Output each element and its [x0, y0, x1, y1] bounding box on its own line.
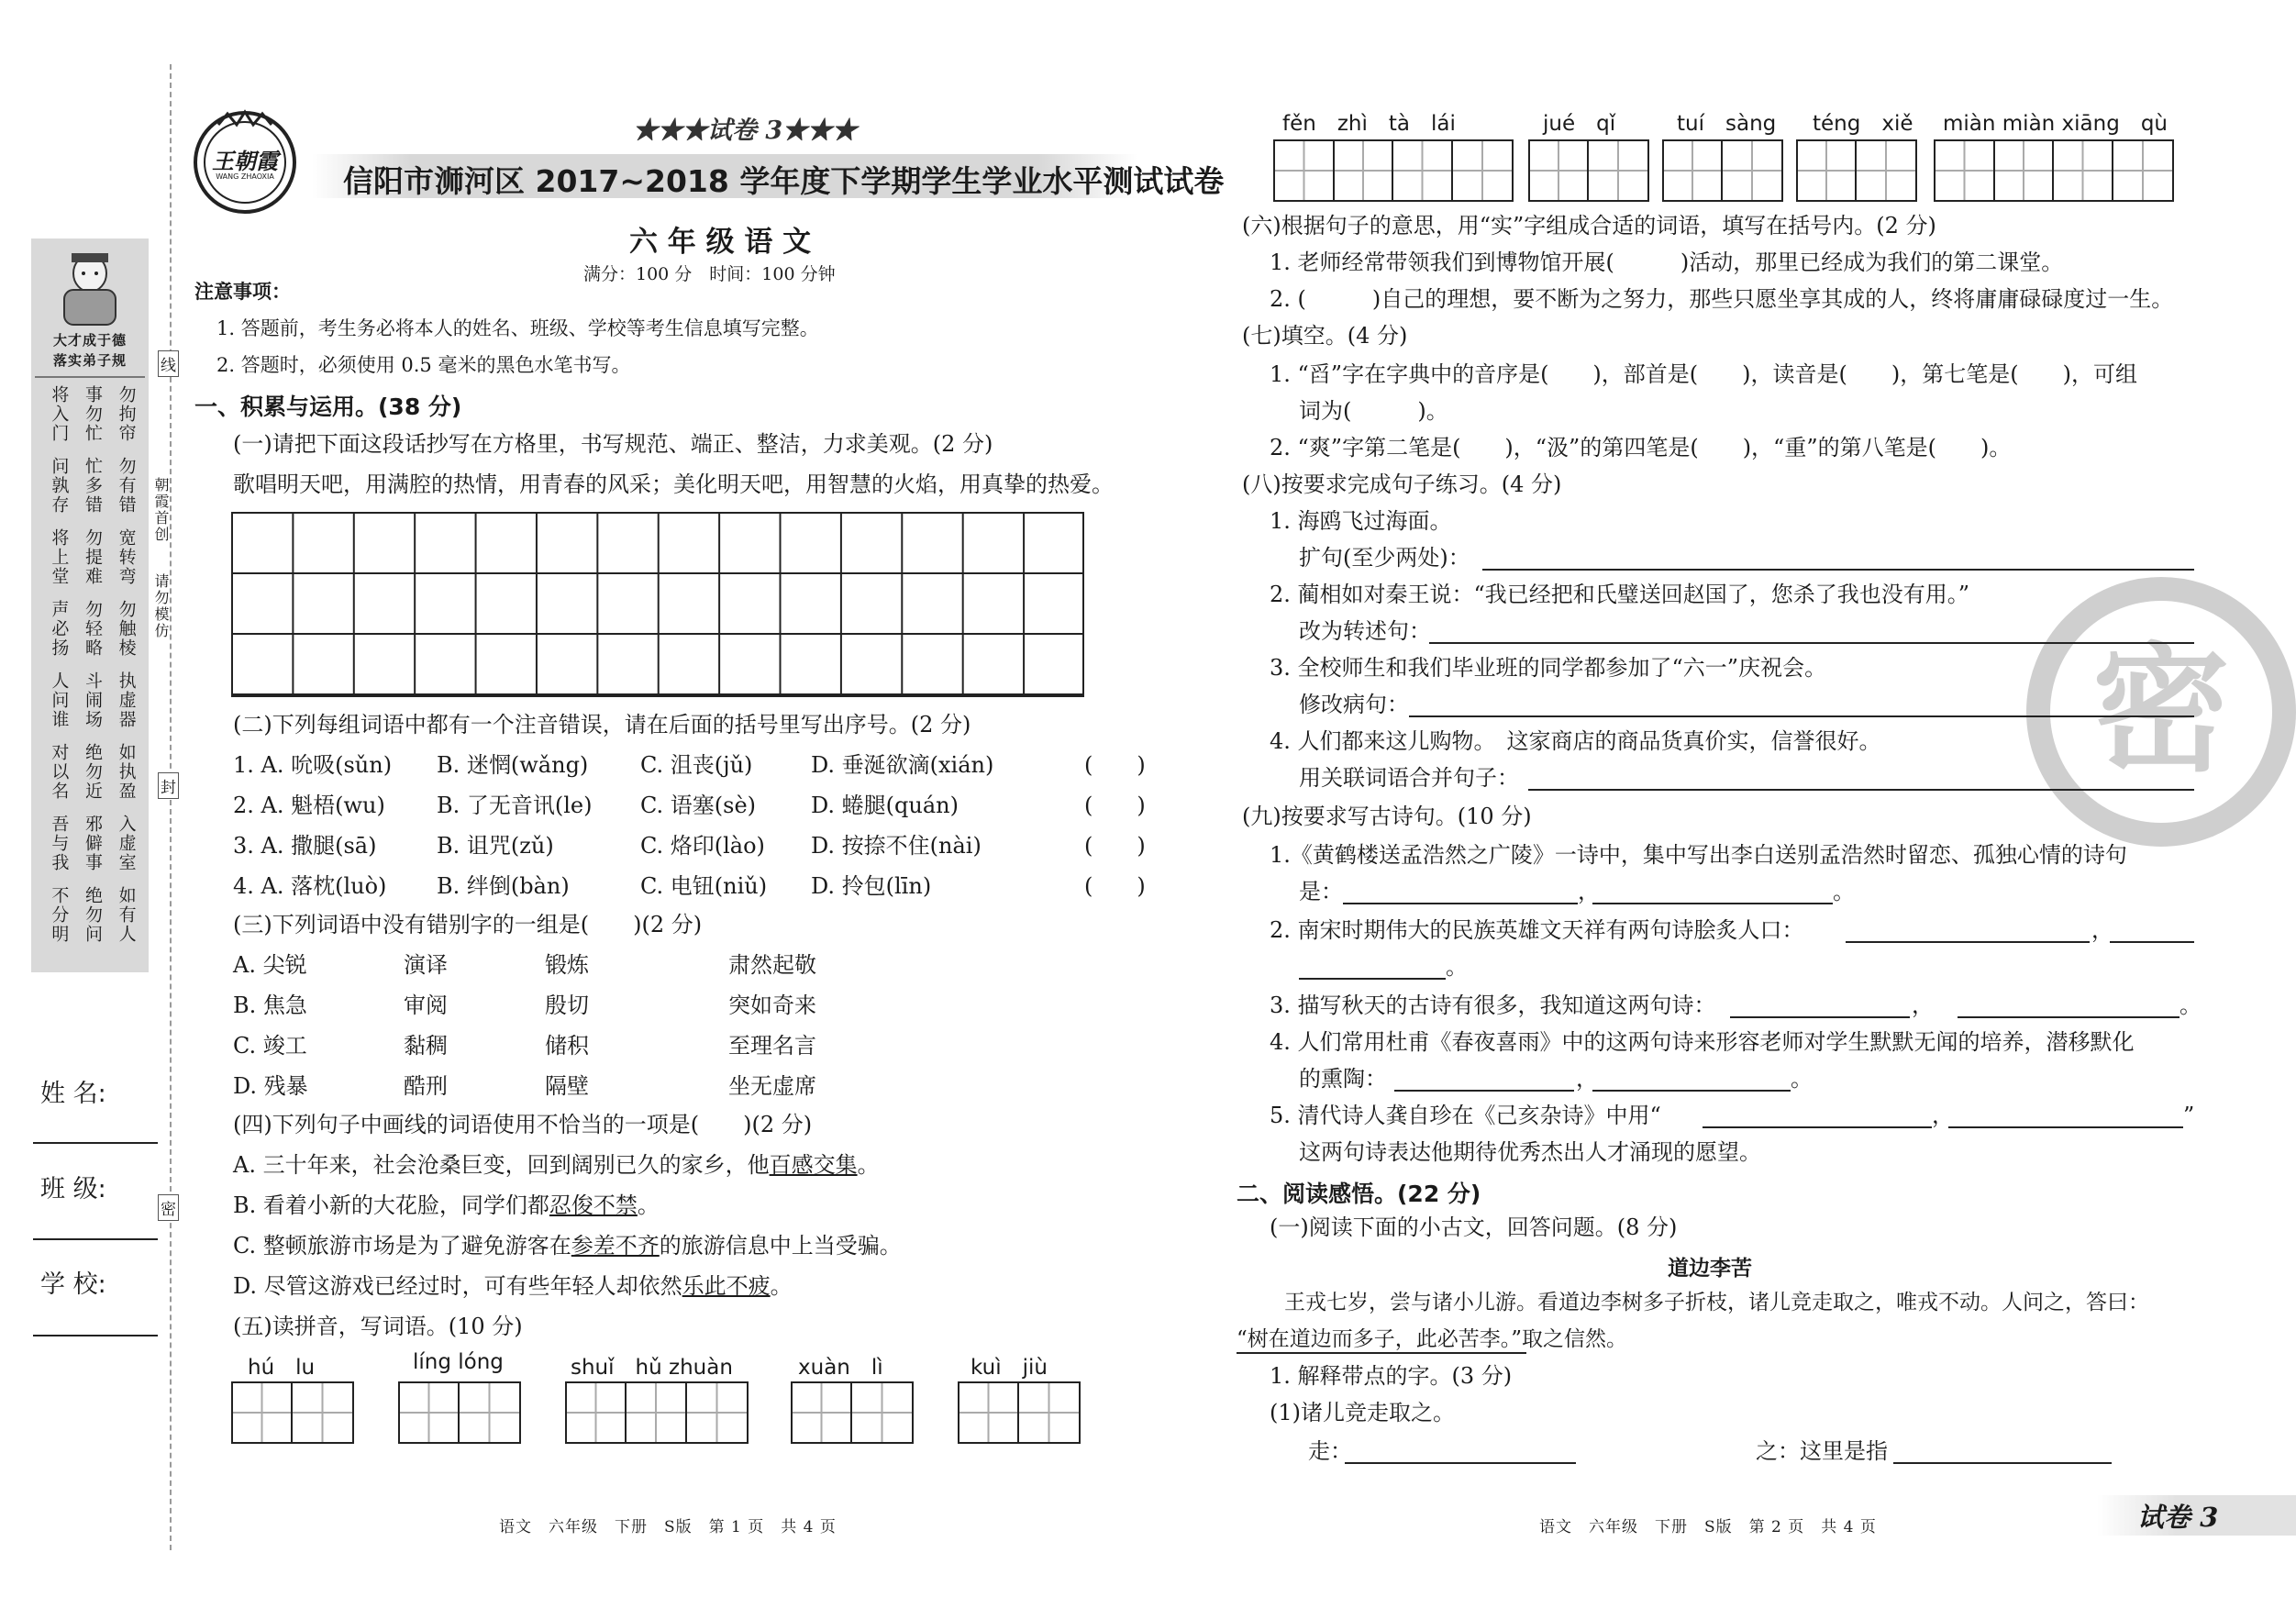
sidebar-verse-column: 绝勿问: [82, 886, 103, 944]
q2-option: D. 垂涎欲滴(xián): [811, 752, 994, 778]
q8-item-1-prompt: 扩句(至少两处)：: [1299, 545, 1470, 571]
sidebar-verse-row: [42, 886, 143, 956]
q8-item-4-prompt: 用关联词语合并句子：: [1299, 765, 1519, 791]
q9-2-blank-2[interactable]: [2110, 941, 2194, 943]
sidebar-verse-column: 绝勿近: [82, 743, 103, 801]
q9-1-comma: ，: [1578, 879, 1600, 904]
sidebar-verse-column: 忙多错: [82, 457, 103, 515]
q4-a-pre: A. 三十年来，社会沧桑巨变，回到阔别已久的家乡，他: [233, 1152, 770, 1178]
sidebar-slogan-2: 落实弟子规: [52, 352, 127, 369]
q3-choice-label: C. 竣工: [233, 1033, 307, 1059]
q9-1-period: 。: [1833, 879, 1855, 904]
q6-title: (六)根据句子的意思，用“实”字组成合适的词语，填写在括号内。(2 分): [1242, 213, 1936, 238]
binding-line: [170, 64, 172, 1550]
scholar-figure-icon: [51, 246, 128, 328]
q4-option-d[interactable]: [233, 1271, 793, 1301]
q3-word: 殷切: [545, 993, 589, 1018]
q2-option: D. 拎包(līn): [811, 873, 932, 899]
confidential-watermark: [2024, 574, 2296, 849]
q9-2-blank-1[interactable]: [1846, 941, 2090, 943]
sidebar-verse-column: 勿轻略: [82, 600, 103, 658]
sidebar-verse-column: 执虚器: [116, 671, 137, 729]
q3-word: 演译: [404, 952, 448, 978]
passage-title: 道边李苦: [1668, 1257, 1752, 1281]
sidebar-notice-1: 朝霞首创: [152, 477, 170, 543]
q9-item-1a: 1.《黄鹤楼送孟浩然之广陵》一诗中，集中写出李白送别孟浩然时留恋、孤独心情的诗句: [1270, 842, 2127, 868]
q9-5-blank-2[interactable]: [1948, 1126, 2183, 1128]
q9-item-2a: 2. 南宋时期伟大的民族英雄文天祥有两句诗脍炙人口：: [1270, 917, 1804, 943]
reading-1-zou-label: 走：: [1308, 1438, 1352, 1464]
q4-a-underlined: 百感交集: [769, 1152, 858, 1178]
q3-choice-label: D. 残暴: [233, 1073, 308, 1099]
sidebar-notice-2: 请勿模仿: [152, 573, 170, 639]
reading-1-title: (一)阅读下面的小古文，回答问题。(8 分): [1270, 1214, 1678, 1240]
q4-d-pre: D. 尽管这游戏已经过时，可有些年轻人却依然: [233, 1273, 682, 1299]
q5-title: (五)读拼音，写词语。(10 分): [233, 1314, 523, 1339]
q9-3-period: 。: [2180, 993, 2202, 1018]
q7-item-1b[interactable]: 词为( )。: [1299, 398, 1448, 424]
pinyin-group-2: jué qǐ: [1543, 112, 1616, 136]
answer-grid-3[interactable]: [1662, 139, 1783, 202]
sidebar-verse-row: [42, 457, 143, 527]
q2-answer-paren[interactable]: ( ): [1084, 873, 1146, 899]
q9-item-4b: 的熏陶：: [1299, 1066, 1387, 1092]
exam-title: 信阳市浉河区 2017~2018 学年度下学期学生学业水平测试试卷: [343, 163, 1225, 199]
reading-1-q1-sub: (1)诸儿竞走取之。: [1270, 1400, 1455, 1425]
footer-tag: 试卷 3: [2137, 1502, 2219, 1533]
pinyin-group-4: téng xiě: [1813, 112, 1913, 136]
q8-item-2-prompt: 改为转述句：: [1299, 618, 1431, 644]
q9-5-close-quote: ”: [2183, 1103, 2195, 1128]
sidebar-verse-column: 将上堂: [49, 528, 70, 586]
sidebar-verse-row: [42, 671, 143, 741]
q3-word: 储积: [545, 1033, 589, 1059]
sidebar-verse-column: 吾与我: [49, 815, 70, 872]
q2-option: C. 沮丧(jǔ): [640, 752, 753, 778]
q4-c-post: 的旅游信息中上当受骗。: [659, 1233, 902, 1259]
q5-pinyin-4: xuàn lì: [798, 1356, 883, 1380]
q1-title: (一)请把下面这段话抄写在方格里，书写规范、端正、整洁，力求美观。(2 分): [233, 431, 993, 457]
answer-grid-4[interactable]: [1796, 139, 1917, 202]
q2-answer-paren[interactable]: ( ): [1084, 833, 1146, 859]
q9-4-blank-1[interactable]: [1394, 1090, 1574, 1092]
q4-b-post: 。: [637, 1192, 660, 1218]
sidebar-verse-row: [42, 743, 143, 813]
pinyin-group-3: tuí sàng: [1677, 112, 1777, 136]
sidebar-verse-row: [42, 600, 143, 670]
q9-4-period: 。: [1791, 1066, 1813, 1092]
section-1-title: 一、积累与运用。(38 分): [194, 394, 462, 420]
sidebar-verse-column: 如执盈: [116, 743, 137, 801]
q9-item-1b: 是：: [1299, 879, 1343, 904]
q9-4-comma: ，: [1576, 1066, 1598, 1092]
q4-option-a[interactable]: [233, 1150, 880, 1180]
q2-title: (二)下列每组词语中都有一个注音错误，请在后面的括号里写出序号。(2 分): [233, 712, 971, 738]
q8-item-3: 3. 全校师生和我们毕业班的同学都参加了“六一”庆祝会。: [1270, 655, 1827, 681]
q5-answer-grid-5[interactable]: [958, 1381, 1081, 1444]
q2-option: 2. A. 魁梧(wu): [233, 793, 385, 818]
q3-word: 肃然起敬: [728, 952, 816, 978]
q9-5-comma: ，: [1932, 1103, 1954, 1128]
passage-line-2: “树在道边而多子，此必苦李。”取之信然。: [1237, 1327, 1628, 1351]
q4-a-post: 。: [857, 1152, 880, 1178]
reading-1-zhi-label: 之：这里是指: [1756, 1438, 1888, 1464]
series-label: ★★★试卷 3★★★: [633, 116, 858, 145]
q3-word: 至理名言: [728, 1033, 816, 1059]
q8-item-1: 1. 海鸥飞过海面。: [1270, 508, 1452, 534]
sidebar-verse-column: 斗闹场: [82, 671, 103, 729]
sidebar-panel: [31, 238, 149, 972]
q9-3-comma: ，: [1912, 993, 1934, 1018]
passage-line-1: 王戎七岁，尝与诸小儿游。看道边李树多子折枝，诸儿竞走取之，唯戎不动。人问之，答曰：: [1284, 1291, 2149, 1314]
q2-answer-paren[interactable]: ( ): [1084, 752, 1146, 778]
sidebar-verse-column: 声必扬: [49, 600, 70, 658]
q4-d-underlined: 乐此不疲: [682, 1273, 771, 1299]
q4-d-post: 。: [770, 1273, 793, 1299]
q3-word: 酷刑: [404, 1073, 448, 1099]
seal-line-marker-1: 线: [158, 350, 179, 377]
q9-item-3: 3. 描写秋天的古诗有很多，我知道这两句诗：: [1270, 993, 1716, 1018]
class-field[interactable]: [33, 1238, 158, 1240]
q6-item-2[interactable]: 2. ( )自己的理想，要不断为之努力，那些只愿坐享其成的人，终将庸庸碌碌度过一生。: [1270, 286, 2174, 312]
q9-1-blank-2[interactable]: [1592, 903, 1833, 904]
q8-item-3-prompt: 修改病句：: [1299, 692, 1409, 717]
q8-title: (八)按要求完成句子练习。(4 分): [1242, 471, 1562, 497]
sidebar-verse-column: 勿触棱: [116, 600, 137, 658]
q9-2-comma: ，: [2091, 917, 2113, 943]
sidebar-verse-row: [42, 528, 143, 598]
q2-option: D. 按捺不住(nài): [811, 833, 982, 859]
sidebar-verse-column: 对以名: [49, 743, 70, 801]
q1-text: 歌唱明天吧，用满腔的热情，用青春的风采；美化明天吧，用智慧的火焰，用真挚的热爱。: [233, 471, 1114, 497]
q4-c-underlined: 参差不齐: [571, 1233, 660, 1259]
pinyin-group-5: miàn miàn xiāng qù: [1943, 112, 2168, 136]
q3-title: (三)下列词语中没有错别字的一组是( )(2 分): [233, 912, 703, 937]
sidebar-verse-column: 不分明: [49, 886, 70, 944]
answer-grid-1[interactable]: [1273, 139, 1514, 202]
sidebar-verse-column: 入虚室: [116, 815, 137, 872]
q8-answer-line-3[interactable]: [1409, 715, 2194, 717]
name-field[interactable]: [33, 1142, 158, 1144]
passage-quote-underline: [1237, 1352, 1526, 1354]
exam-meta: 满分：100 分 时间：100 分钟: [583, 264, 836, 284]
footer-right: 语文 六年级 下册 S版 第 2 页 共 4 页: [1539, 1518, 1877, 1536]
q4-option-b[interactable]: [233, 1191, 660, 1220]
section-2-title: 二、阅读感悟。(22 分): [1237, 1181, 1481, 1207]
q5-pinyin-2: líng lóng: [413, 1350, 504, 1374]
q9-1-blank-1[interactable]: [1343, 903, 1578, 904]
q2-option: 4. A. 落枕(luò): [233, 873, 387, 899]
sidebar-verse-column: 宽转弯: [116, 528, 137, 586]
sidebar-verse-column: 将入门: [49, 385, 70, 443]
q5-answer-grid-4[interactable]: [791, 1381, 914, 1444]
q4-c-pre: C. 整顿旅游市场是为了避免游客在: [233, 1233, 571, 1259]
notice-title: 注意事项：: [194, 281, 291, 303]
q8-item-2: 2. 蔺相如对秦王说：“我已经把和氏璧送回赵国了，您杀了我也没有用。”: [1270, 582, 1970, 607]
q2-option: C. 烙印(lào): [640, 833, 765, 859]
q9-3-blank-2[interactable]: [1958, 1016, 2180, 1018]
confidential-stamp-icon: [2024, 574, 2296, 849]
sidebar-verse-column: 人问谁: [49, 671, 70, 729]
q2-answer-paren[interactable]: ( ): [1084, 793, 1146, 818]
reading-1-zou-answer[interactable]: [1345, 1462, 1576, 1464]
q9-item-5a: 5. 清代诗人龚自珍在《己亥杂诗》中用“: [1270, 1103, 1661, 1128]
seal-line-marker-2: 封: [158, 772, 179, 799]
notice-item-1: 1. 答题前，考生务必将本人的姓名、班级、学校等考生信息填写完整。: [216, 317, 819, 339]
q6-item-1[interactable]: 1. 老师经常带领我们到博物馆开展( )活动，那里已经成为我们的第二课堂。: [1270, 250, 2064, 275]
q5-answer-grid-2[interactable]: [398, 1381, 521, 1444]
q9-2-period: 。: [1446, 954, 1468, 980]
q3-word: 锻炼: [545, 952, 589, 978]
q2-option: B. 诅咒(zǔ): [437, 833, 554, 859]
q5-answer-grid-3[interactable]: [565, 1381, 749, 1444]
name-label: 姓 名:: [40, 1080, 106, 1108]
q9-5-blank-1[interactable]: [1703, 1126, 1932, 1128]
q8-answer-line-2[interactable]: [1429, 642, 2194, 644]
sidebar-verse-column: 勿有错: [116, 457, 137, 515]
q5-pinyin-1: hú lu: [248, 1356, 316, 1380]
logo-subtext: WANG ZHAOXIA: [216, 172, 274, 181]
q2-option: B. 绊倒(bàn): [437, 873, 570, 899]
q9-item-5b: 这两句诗表达他期待优秀杰出人才涌现的愿望。: [1299, 1139, 1761, 1165]
sidebar-verse-row: [42, 815, 143, 884]
school-label: 学 校:: [40, 1270, 106, 1299]
q7-item-1a[interactable]: 1. “舀”字在字典中的音序是( )，部首是( )，读音是( )，第七笔是( )，可组: [1270, 361, 2137, 387]
class-label: 班 级:: [40, 1175, 106, 1203]
q2-option: B. 迷惘(wǎng): [437, 752, 589, 778]
sidebar-verse-column: 勿提难: [82, 528, 103, 586]
answer-grid-2[interactable]: [1528, 139, 1649, 202]
reading-1-zhi-answer[interactable]: [1893, 1462, 2112, 1464]
sidebar-verse-column: 如有人: [116, 886, 137, 944]
sidebar-verse-column: 勿拘帘: [116, 385, 137, 443]
q4-title: (四)下列句子中画线的词语使用不恰当的一项是( )(2 分): [233, 1112, 813, 1137]
q8-item-4: 4. 人们都来这儿购物。 这家商店的商品货真价实，信誉很好。: [1270, 728, 1881, 754]
q3-word: 黏稠: [404, 1033, 448, 1059]
sidebar-verse-column: 邪僻事: [82, 815, 103, 872]
q3-word: 突如奇来: [728, 993, 816, 1018]
q2-option: 1. A. 吮吸(sǔn): [233, 752, 393, 778]
q2-option: 3. A. 撒腿(sā): [233, 833, 377, 859]
school-field[interactable]: [33, 1335, 158, 1336]
q9-3-blank-1[interactable]: [1730, 1016, 1910, 1018]
q9-title: (九)按要求写古诗句。(10 分): [1242, 804, 1532, 829]
sidebar-verse-column: 事勿忙: [82, 385, 103, 443]
answer-grid-5[interactable]: [1934, 139, 2174, 202]
q7-item-2[interactable]: 2. “爽”字第二笔是( )，“汲”的第四笔是( )，“重”的第八笔是( )。: [1270, 435, 2012, 460]
q8-answer-line-4[interactable]: [1528, 789, 2194, 791]
q2-option: C. 语塞(sè): [640, 793, 757, 818]
q2-option: C. 电钮(niǔ): [640, 873, 768, 899]
q5-pinyin-3: shuǐ hǔ zhuàn: [571, 1356, 733, 1380]
brand-logo: [191, 108, 299, 216]
sidebar-slogan-1: 大才成于德: [52, 332, 127, 349]
q4-b-pre: B. 看着小新的大花脸，同学们都: [233, 1192, 549, 1218]
sidebar-verse-column: 问孰存: [49, 457, 70, 515]
sidebar-verse-row: [42, 385, 143, 455]
footer-left: 语文 六年级 下册 S版 第 1 页 共 4 页: [499, 1518, 837, 1536]
svg-text:密: 密: [2091, 631, 2231, 791]
reading-1-q1: 1. 解释带点的字。(3 分): [1270, 1363, 1513, 1389]
q4-b-underlined: 忍俊不禁: [549, 1192, 638, 1218]
q9-item-4a: 4. 人们常用杜甫《春夜喜雨》中的这两句诗来形容老师对学生默默无闻的培养，潜移默化: [1270, 1029, 2135, 1055]
copy-writing-grid[interactable]: [231, 512, 1084, 697]
q5-answer-grid-1[interactable]: [231, 1381, 354, 1444]
sidebar-verse-block: [42, 385, 143, 954]
pinyin-group-1: fěn zhì tà lái: [1282, 112, 1456, 136]
sidebar-divider: [35, 376, 145, 378]
logo-text: 王朝霞: [212, 148, 278, 174]
q9-2-blank-3[interactable]: [1299, 978, 1446, 980]
q3-word: 隔壁: [545, 1073, 589, 1099]
q4-option-c[interactable]: [233, 1231, 902, 1260]
q3-choice-label: B. 焦急: [233, 993, 307, 1018]
q9-4-blank-2[interactable]: [1592, 1090, 1791, 1092]
q3-word: 审阅: [404, 993, 448, 1018]
q5-pinyin-5: kuì jiù: [971, 1356, 1048, 1380]
seal-line-marker-3: 密: [158, 1194, 179, 1221]
q3-word: 坐无虚席: [728, 1073, 816, 1099]
q3-choice-label: A. 尖锐: [233, 952, 307, 978]
q2-option: D. 蜷腿(quán): [811, 793, 959, 818]
q7-title: (七)填空。(4 分): [1242, 323, 1408, 349]
subject-title: 六 年 级 语 文: [629, 226, 812, 259]
q8-answer-line-1[interactable]: [1482, 569, 2194, 571]
q2-option: B. 了无音讯(le): [437, 793, 593, 818]
notice-item-2: 2. 答题时，必须使用 0.5 毫米的黑色水笔书写。: [216, 354, 631, 376]
